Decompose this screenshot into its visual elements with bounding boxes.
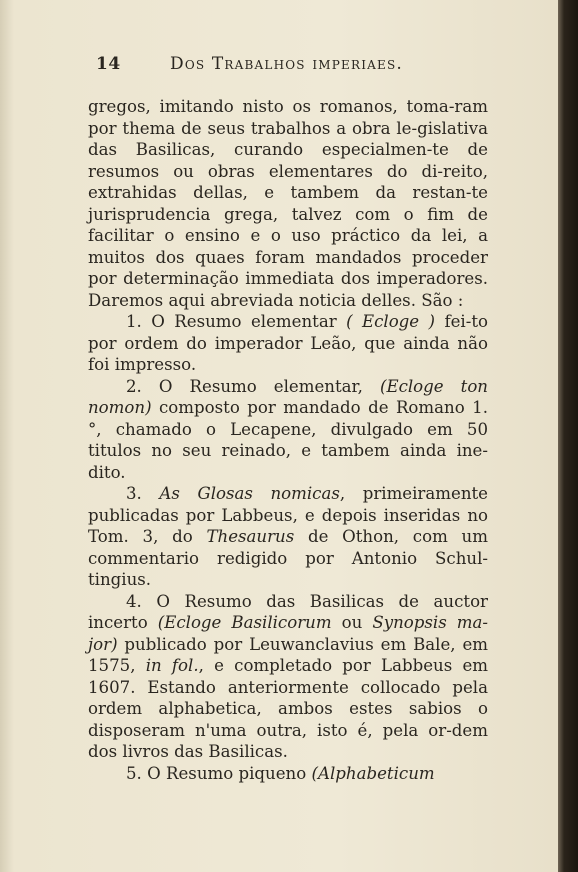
- item-3-title: As Glosas nomicas: [159, 484, 340, 503]
- body-text: [88, 96, 488, 784]
- item-3-text: , primeiramente publicadas por Labbeus, e depois inseridas no Tom. 3, do: [88, 484, 488, 546]
- item-5-text: 5. O Resumo piqueno: [126, 763, 312, 783]
- item-1-latin: ( Ecloge ): [346, 312, 436, 331]
- item-2-text: 2. O Resumo elementar,: [126, 376, 380, 396]
- book-gutter: [558, 0, 578, 872]
- item-4-text: 4. O Resumo das Basilicas de auctor incerto: [88, 591, 488, 632]
- page-number: 14: [96, 54, 121, 74]
- item-4-rest: , e completado por Labbeus em 1607. Estando anteriormente collocado pela ordem alphabetica, ambos estes sabios o disposeram n'uma outra, isto é, pela or-dem dos livros das Basilicas.: [88, 656, 488, 761]
- list-item-1: [88, 311, 488, 376]
- item-3-number: 3.: [126, 484, 160, 503]
- item-3-rest: de Othon, com um commentario redigido por Antonio Schul-tingius.: [88, 527, 488, 589]
- list-item-2: [88, 376, 488, 484]
- running-title: Dos Trabalhos imperiaes.: [170, 54, 403, 74]
- item-1-rest: fei-to por ordem do imperador Leão, que ainda não foi impresso.: [88, 312, 488, 374]
- paragraph-intro: gregos, imitando nisto os romanos, toma-ram por thema de seus trabalhos a obra le-gislativa das Basilicas, curando especialmen-te de resumos ou obras elementares do di-reito, extrahidas dellas, e tambem da restan-te jurisprudencia grega, talvez com o fim de facilitar o ensino e o uso práctico da lei, a muitos dos quaes foram mandados proceder por determinação immediata dos imperadores. Daremos aqui abreviada noticia delles. São :: [88, 97, 488, 310]
- item-4-text-b: publicado por Leuwanclavius em Bale, em 1575,: [88, 634, 488, 675]
- item-3-thesaurus: Thesaurus: [206, 527, 295, 546]
- running-header: [88, 48, 488, 76]
- item-4-infol: in fol.: [145, 656, 199, 675]
- list-item-4: [88, 591, 488, 763]
- item-4-latin-a: (Ecloge Basilicorum: [157, 613, 332, 632]
- item-5-latin: (Alphabeticum: [311, 763, 435, 783]
- item-2-rest: composto por mandado de Romano 1.°, chamado o Lecapene, divulgado em 50 titulos no seu reinado, e tambem ainda ine-dito.: [88, 398, 488, 482]
- book-page: [88, 48, 488, 784]
- item-1-text: 1. O Resumo elementar: [126, 312, 347, 331]
- item-4-latin-b: Synopsis ma-jor): [88, 613, 488, 654]
- list-item-3: [88, 483, 488, 591]
- item-4-ou: ou: [331, 613, 373, 632]
- list-item-5: [88, 763, 488, 785]
- item-2-latin: (Ecloge ton nomon): [88, 376, 488, 417]
